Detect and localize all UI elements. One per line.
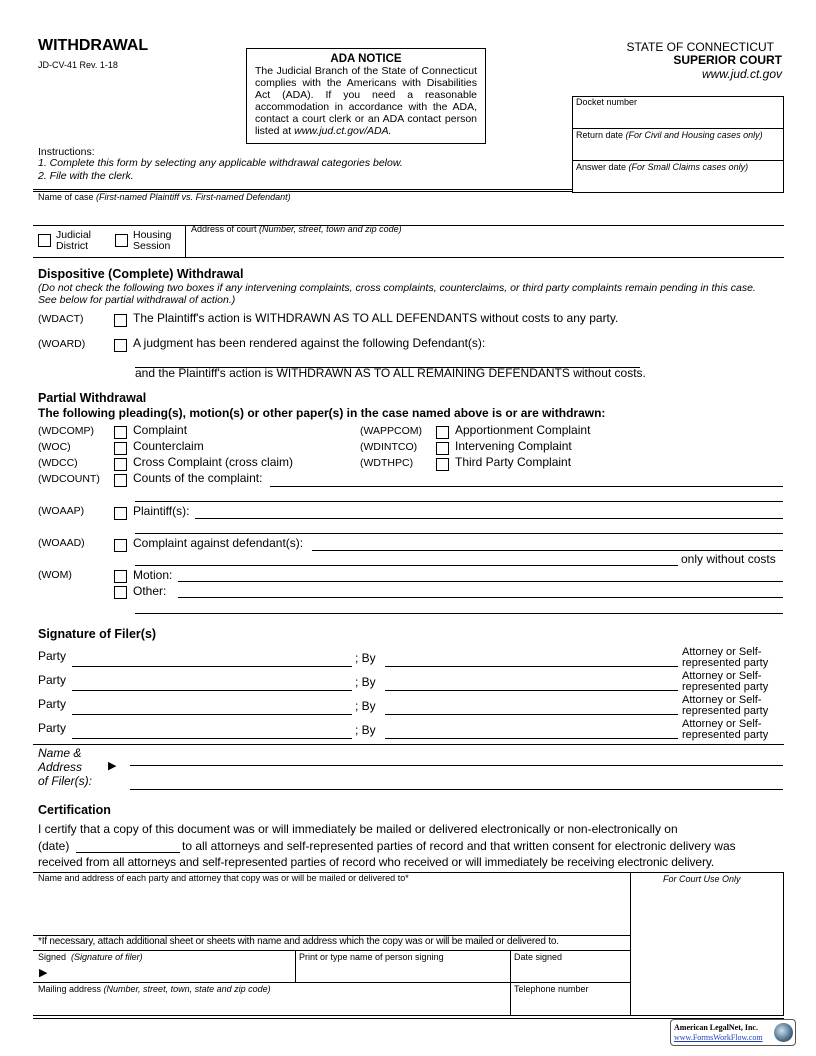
ada-title: ADA NOTICE	[330, 53, 402, 65]
wdact-text: The Plaintiff's action is WITHDRAWN AS TO ALL DEFENDANTS without costs to any party.	[133, 311, 619, 325]
docket-box	[572, 96, 784, 193]
woaap-code: (WOAAP)	[38, 505, 85, 517]
dispositive-note-1: (Do not check the following two boxes if any intervening complaints, cross complaints, counterclaims, or third party complaints remain pending in this case.	[38, 282, 756, 294]
third-party-label: Third Party Complaint	[455, 455, 572, 469]
party-label: Party	[38, 673, 67, 687]
instruction-step-1: 1. Complete this form by selecting any applicable withdrawal categories below.	[38, 157, 403, 169]
party-line-1[interactable]	[72, 666, 352, 667]
dispositive-heading: Dispositive (Complete) Withdrawal	[38, 267, 244, 281]
case-name-field[interactable]	[38, 192, 291, 202]
party-label: Party	[38, 721, 67, 735]
party-line-3[interactable]	[72, 714, 352, 715]
logo-company: American LegalNet, Inc.	[674, 1023, 758, 1032]
woaad-code: (WOAAD)	[38, 537, 85, 549]
judicial-district-label: Judicial District	[56, 229, 92, 252]
counts-line[interactable]	[270, 486, 783, 487]
motion-line[interactable]	[178, 581, 783, 582]
cross-complaint-checkbox[interactable]	[114, 458, 127, 471]
answer-date-label: Answer date	[576, 162, 627, 172]
docket-number-field[interactable]	[576, 97, 637, 107]
signed-field[interactable]	[38, 952, 143, 962]
certification-date-line[interactable]	[76, 852, 180, 853]
certification-heading: Certification	[38, 803, 111, 817]
logo-url[interactable]: www.FormsWorkFlow.com	[674, 1033, 763, 1042]
housing-session-label: Housing Session	[133, 229, 172, 252]
mailing-note: (Number, street, town, state and zip code)	[103, 984, 271, 994]
return-date-label: Return date	[576, 130, 624, 140]
partial-heading: Partial Withdrawal	[38, 391, 147, 405]
other-label: Other:	[133, 584, 167, 598]
attorney-label: Attorney or Self- represented party	[682, 694, 769, 717]
attorney-line-4[interactable]	[385, 738, 678, 739]
certification-line-1: I certify that a copy of this document was or will immediately be mailed or delivered electronically or non-electronically on	[38, 822, 678, 836]
signed-note: (Signature of filer)	[71, 952, 143, 962]
wom-code: (WOM)	[38, 569, 72, 581]
wdact-checkbox[interactable]	[114, 314, 127, 327]
print-name-field[interactable]: Print or type name of person signing	[299, 952, 444, 962]
intervening-label: Intervening Complaint	[455, 439, 572, 453]
wdintco-code: (WDINTCO)	[360, 441, 418, 453]
wdcomp-code: (WDCOMP)	[38, 425, 94, 437]
attorney-line-3[interactable]	[385, 714, 678, 715]
plaintiffs-line[interactable]	[195, 518, 783, 519]
complaint-against-defendants-checkbox[interactable]	[114, 539, 127, 552]
counterclaim-checkbox[interactable]	[114, 442, 127, 455]
plaintiffs-line-2[interactable]	[135, 533, 783, 534]
woc-code: (WOC)	[38, 441, 71, 453]
court-use-label: For Court Use Only	[663, 874, 741, 884]
name-address-line-2[interactable]	[130, 789, 783, 790]
arrow-icon: ▶	[108, 760, 117, 772]
name-address-label: Name & Address of Filer(s):	[38, 746, 92, 788]
date-signed-field[interactable]: Date signed	[514, 952, 563, 962]
mailing-address-field[interactable]	[38, 984, 271, 994]
cross-complaint-label: Cross Complaint (cross claim)	[133, 455, 294, 469]
wdcount-code: (WDCOUNT)	[38, 473, 100, 485]
court-name: SUPERIOR COURT	[673, 53, 782, 67]
wdthpc-code: (WDTHPC)	[360, 457, 414, 469]
other-checkbox[interactable]	[114, 586, 127, 599]
motion-label: Motion:	[133, 568, 173, 582]
by-label: ; By	[355, 723, 376, 737]
return-date-note: (For Civil and Housing cases only)	[625, 130, 763, 140]
ada-notice	[246, 48, 486, 144]
by-label: ; By	[355, 651, 376, 665]
by-label: ; By	[355, 675, 376, 689]
ada-text: The Judicial Branch of the State of Connecticut complies with the Americans with Disabilities Act (ADA). If you need a reasonable accommodation in accordance with the ADA, contact a court clerk or an ADA contact person listed at	[255, 65, 477, 137]
american-legalnet-logo[interactable]	[670, 1019, 796, 1046]
counts-checkbox[interactable]	[114, 474, 127, 487]
certification-line-2: to all attorneys and self-represented parties of record and that written consent for electronic delivery was	[182, 839, 736, 853]
third-party-checkbox[interactable]	[436, 458, 449, 471]
complaint-label: Complaint	[133, 423, 188, 437]
apportionment-label: Apportionment Complaint	[455, 423, 591, 437]
ada-link[interactable]: www.jud.ct.gov/ADA.	[294, 125, 392, 137]
party-line-2[interactable]	[72, 690, 352, 691]
form-id: JD-CV-41 Rev. 1-18	[38, 60, 118, 70]
answer-date-note: (For Small Claims cases only)	[628, 162, 749, 172]
judicial-district-checkbox[interactable]	[38, 234, 51, 247]
woard-text: A judgment has been rendered against the following Defendant(s):	[133, 336, 486, 350]
wappcom-code: (WAPPCOM)	[360, 425, 423, 437]
state-name: STATE OF CONNECTICUT	[626, 40, 774, 54]
only-without-costs: only without costs	[681, 552, 776, 566]
by-label: ; By	[355, 699, 376, 713]
case-name-note: (First-named Plaintiff vs. First-named Defendant)	[96, 192, 291, 202]
recipients-field[interactable]: Name and address of each party and attorney that copy was or will be mailed or delivered to*	[38, 873, 409, 883]
attorney-label: Attorney or Self- represented party	[682, 718, 769, 741]
return-date-field[interactable]	[576, 130, 763, 140]
partial-subheading: The following pleading(s), motion(s) or other paper(s) in the case named above is or are withdrawn:	[38, 406, 606, 420]
woard-text-2: and the Plaintiff's action is WITHDRAWN AS TO ALL REMAINING DEFENDANTS without costs.	[135, 366, 646, 380]
other-line-2[interactable]	[135, 613, 783, 614]
plaintiffs-label: Plaintiff(s):	[133, 504, 190, 518]
instructions-title: Instructions:	[38, 146, 95, 158]
globe-icon	[774, 1023, 793, 1042]
name-address-line-1[interactable]	[130, 765, 783, 766]
counts-line-2[interactable]	[135, 501, 783, 502]
woard-code: (WOARD)	[38, 338, 86, 350]
telephone-field[interactable]: Telephone number	[514, 984, 589, 994]
footnote: *If necessary, attach additional sheet or sheets with name and address which the copy was or will be mailed or delivered to.	[38, 936, 559, 947]
plaintiffs-checkbox[interactable]	[114, 507, 127, 520]
attorney-line-1[interactable]	[385, 666, 678, 667]
attorney-line-2[interactable]	[385, 690, 678, 691]
wdcc-code: (WDCC)	[38, 457, 78, 469]
woard-checkbox[interactable]	[114, 339, 127, 352]
case-name-label: Name of case	[38, 192, 94, 202]
form-title: WITHDRAWAL	[38, 37, 149, 54]
certification-line-3: received from all attorneys and self-represented parties of record who received or will immediately be receiving electronic delivery.	[38, 855, 715, 869]
complaint-against-defendants-label: Complaint against defendant(s):	[133, 536, 304, 550]
certification-date-label: (date)	[38, 839, 70, 853]
dispositive-note-2: See below for partial withdrawal of action.)	[38, 294, 236, 306]
defendants-line[interactable]	[312, 550, 783, 551]
wdact-code: (WDACT)	[38, 313, 84, 325]
signed-label: Signed	[38, 952, 67, 962]
docket-label: Docket number	[576, 97, 638, 107]
court-address-note: (Number, street, town and zip code)	[259, 224, 402, 234]
housing-session-checkbox[interactable]	[115, 234, 128, 247]
court-address-label: Address of court	[191, 224, 257, 234]
answer-date-field[interactable]	[576, 162, 748, 172]
party-line-4[interactable]	[72, 738, 352, 739]
apportionment-checkbox[interactable]	[436, 426, 449, 439]
signature-heading: Signature of Filer(s)	[38, 627, 157, 641]
defendants-line-2[interactable]	[135, 565, 678, 566]
mailing-label: Mailing address	[38, 984, 102, 994]
party-label: Party	[38, 697, 67, 711]
court-address-field[interactable]	[191, 224, 402, 234]
arrow-icon: ▶	[39, 967, 48, 979]
counts-label: Counts of the complaint:	[133, 471, 263, 485]
motion-checkbox[interactable]	[114, 570, 127, 583]
attorney-label: Attorney or Self- represented party	[682, 646, 769, 669]
other-line[interactable]	[178, 597, 783, 598]
intervening-checkbox[interactable]	[436, 442, 449, 455]
attorney-label: Attorney or Self- represented party	[682, 670, 769, 693]
instruction-step-2: 2. File with the clerk.	[38, 170, 134, 182]
party-label: Party	[38, 649, 67, 663]
complaint-checkbox[interactable]	[114, 426, 127, 439]
website: www.jud.ct.gov	[701, 67, 782, 81]
counterclaim-label: Counterclaim	[133, 439, 204, 453]
